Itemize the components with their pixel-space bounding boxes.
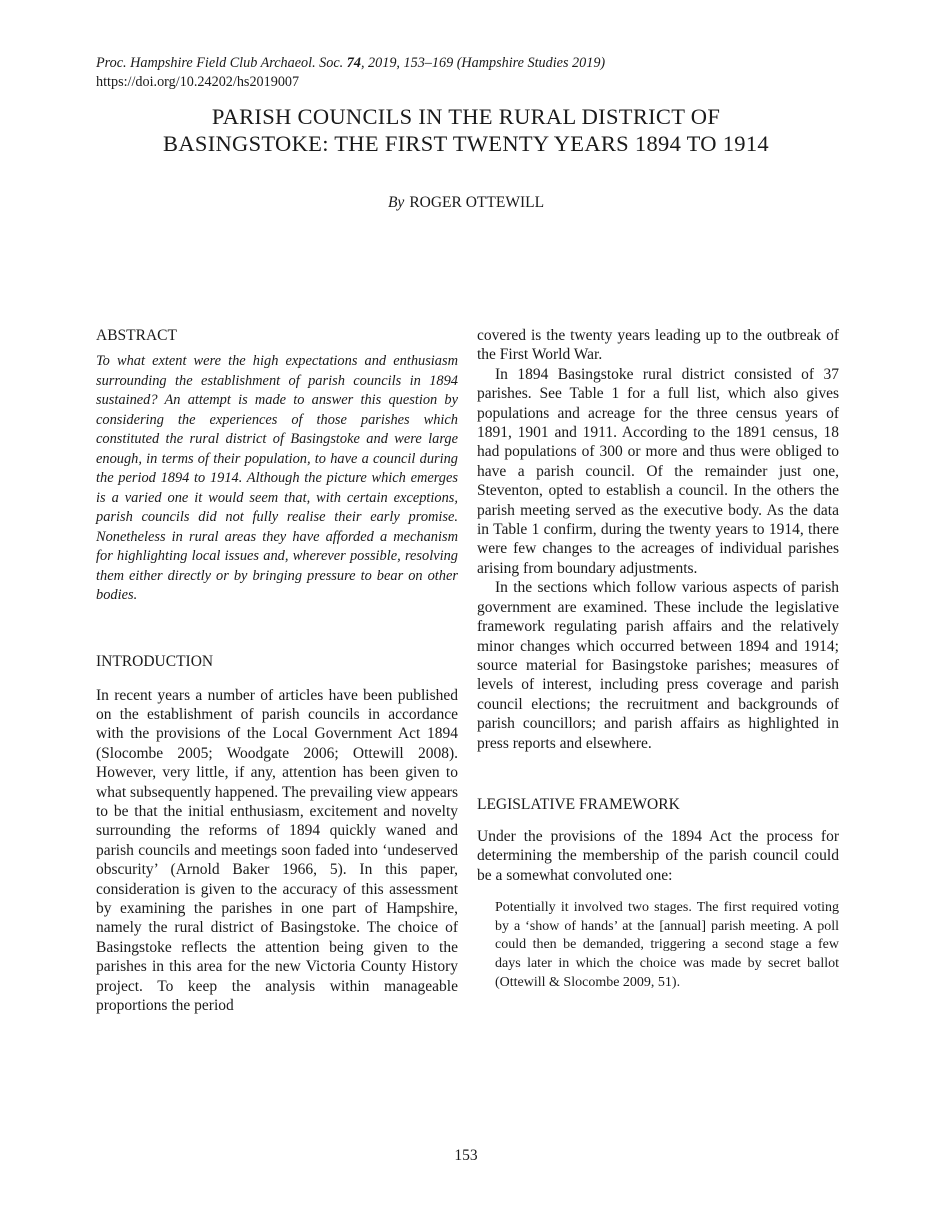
- journal-volume: 74: [346, 55, 361, 71]
- journal-details: , 2019, 153–169 (Hampshire Studies 2019): [360, 55, 606, 71]
- author-line: [0, 193, 932, 213]
- abstract-heading: ABSTRACT: [96, 327, 177, 344]
- legislative-paragraph: Under the provisions of the 1894 Act the process for determining the membership of the parish council could be a somewhat convoluted one:: [477, 827, 839, 884]
- author-by: By: [387, 194, 405, 211]
- legislative-heading: LEGISLATIVE FRAMEWORK: [477, 795, 680, 813]
- introduction-paragraph-1: In recent years a number of articles have been published on the establishment of parish councils in accordance with the provisions of the Local Government Act 1894 (Slocombe 2005; Woodgate 2006; Ottewill 2008). However, very little, if any, attention has been given to what subsequently happened. The prevailing view appears to be that the initial enthusiasm, excitement and novelty surrounding the reforms of 1894 quickly waned and parish councils and meetings soon faded into ‘undeserved obscurity’ (Arnold Baker 1966, 5). In this paper, consideration is given to the accuracy of this assessment by examining the parishes in one part of Hampshire, namely the rural district of Basingstoke. The choice of Basingstoke reflects the attention being given to the parishes in this area for the new Victoria County History project. To keep the analysis within manageable proportions the period: [96, 686, 458, 1014]
- introduction-paragraph-2: In 1894 Basingstoke rural district consisted of 37 parishes. See Table 1 for a full list, which also gives populations and acreage for the three census years of 1891, 1901 and 1911. According to the 1891 census, 18 had populations of 300 or more and thus were obliged to have a parish council. Of the remainder just one, Steventon, opted to establish a council. In the others the parish meeting served as the executive body. As the data in Table 1 confirm, during the twenty years to 1914, there were few changes to the acreages of individual parishes arising from boundary adjustments.: [477, 365, 839, 577]
- doi-link[interactable]: https://doi.org/10.24202/hs2019007: [96, 74, 300, 90]
- left-column: [96, 326, 458, 1015]
- right-column: [477, 326, 839, 992]
- block-quote: Potentially it involved two stages. The first required voting by a ‘show of hands’ at the [annual] parish meeting. A poll could then be demanded, triggering a second stage a few days later in which the choice was made by secret ballot (Ottewill & Slocombe 2009, 51).: [495, 900, 839, 990]
- title-line-2: BASINGSTOKE: THE FIRST TWENTY YEARS 1894 TO 1914: [163, 131, 769, 156]
- author-name: ROGER OTTEWILL: [409, 194, 545, 211]
- title-line-1: PARISH COUNCILS IN THE RURAL DISTRICT OF: [211, 104, 721, 129]
- introduction-paragraph-1-continued: covered is the twenty years leading up to the outbreak of the First World War.: [477, 327, 839, 364]
- introduction-heading: INTRODUCTION: [96, 652, 214, 670]
- abstract-text: To what extent were the high expectations and enthusiasm surrounding the establishment of parish councils in 1894 sustained? An attempt is made to answer this question by considering the experiences of those parishes which constituted the rural district of Basingstoke and were large enough, in terms of their population, to have a council during the period 1894 to 1914. Although the picture which emerges is a varied one it would seem that, with certain exceptions, parish councils did not fully realise their early promise. Nonetheless in rural areas they have afforded a mechanism for highlighting local issues and, wherever possible, resolving them either directly or by bringing pressure to bear on other bodies.: [96, 353, 458, 603]
- page-number: 153: [454, 1147, 478, 1164]
- article-title: [60, 103, 872, 157]
- journal-citation: [96, 53, 605, 73]
- introduction-paragraph-3: In the sections which follow various aspects of parish government are examined. These include the legislative framework regulating parish affairs and the relatively minor changes which occurred between 1894 and 1914; source material for Basingstoke parishes; measures of levels of interest, including press coverage and parish council elections; the recruitment and backgrounds of parish councillors; and parish affairs as highlighted in press reports and elsewhere.: [477, 579, 839, 752]
- journal-name: Proc. Hampshire Field Club Archaeol. Soc.: [96, 55, 344, 71]
